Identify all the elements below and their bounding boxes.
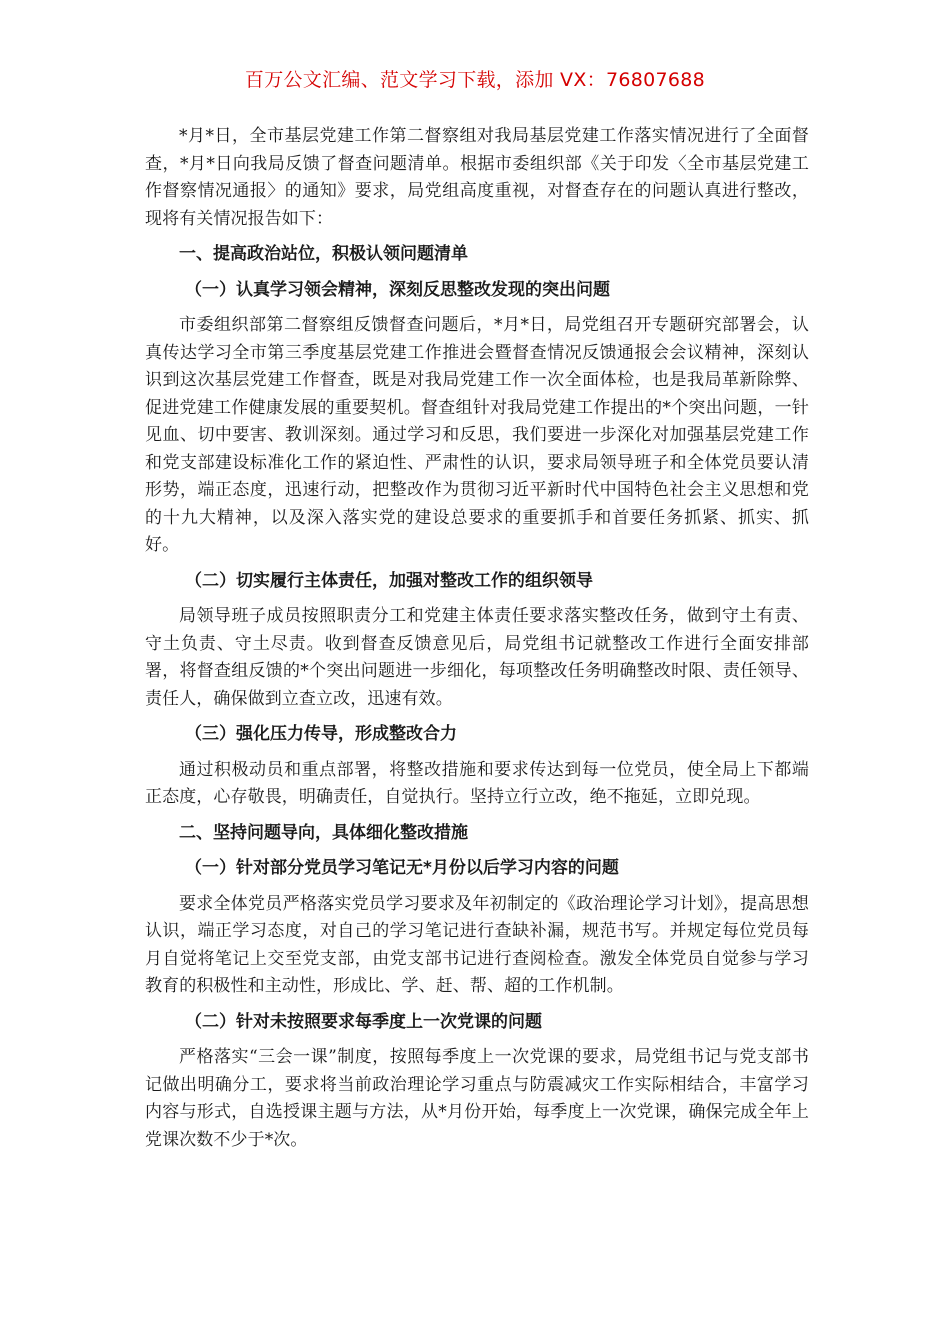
section-1-sub-2-heading: （二）切实履行主体责任，加强对整改工作的组织领导 [185,570,593,591]
section-1-heading: 一、提高政治站位，积极认领问题清单 [179,244,468,264]
section-1-sub-3-heading: （三）强化压力传导，形成整改合力 [185,724,457,744]
section-1-sub-1-paragraph: 市委组织部第二督察组反馈督查问题后，*月*日，局党组召开专题研究部署会，认真传达学习全市第三季度基层党建工作推进会暨督查情况反馈通报会会议精神，深刻认识到这次基层党建工作督查，既是对我局党建工作一次全面体检，也是我局革新除弊、促进党建工作健康发展的重要契机。督查组针对我局党建工作提出的*个突出问题，一针见血、切中要害、教训深刻。通过学习和反思，我们要进一步深化对加强基层党建工作和党支部建设标准化工作的紧迫性、严肃性的认识，要求局领导班子和全体党员要认清形势，端正态度，迅速行动，把整改作为贯彻习近平新时代中国特色社会主义思想和党的十九大精神，以及深入落实党的建设总要求的重要抓手和首要任务抓紧、抓实、抓好。 [145,315,809,555]
section-1-sub-1-heading: （一）认真学习领会精神，深刻反思整改发现的突出问题 [185,279,610,300]
section-2-sub-2-heading: （二）针对未按照要求每季度上一次党课的问题 [185,1011,542,1032]
section-2-sub-2-paragraph: 严格落实“三会一课”制度，按照每季度上一次党课的要求，局党组书记与党支部书记做出明确分工，要求将当前政治理论学习重点与防震减灾工作实际相结合，丰富学习内容与形式，自选授课主题与方法，从*月份开始，每季度上一次党课，确保完成全年上党课次数不少于*次。 [145,1047,809,1150]
watermark-header: 百万公文汇编、范文学习下载，添加 VX：76807688 [244,69,706,91]
section-2-heading: 二、坚持问题导向，具体细化整改措施 [179,822,468,843]
section-1-sub-3-paragraph: 通过积极动员和重点部署，将整改措施和要求传达到每一位党员，使全局上下都端正态度，心存敬畏，明确责任，自觉执行。坚持立行立改，绝不拖延，立即兑现。 [145,759,809,807]
intro-paragraph: *月*日，全市基层党建工作第二督察组对我局基层党建工作落实情况进行了全面督查，*月*日向我局反馈了督查问题清单。根据市委组织部《关于印发〈全市基层党建工作督察情况通报〉的通知》要求，局党组高度重视，对督查存在的问题认真进行整改，现将有关情况报告如下： [145,126,809,229]
section-2-sub-1-paragraph: 要求全体党员严格落实党员学习要求及年初制定的《政治理论学习计划》，提高思想认识，端正学习态度，对自己的学习笔记进行查缺补漏，规范书写。并规定每位党员每月自觉将笔记上交至党支部，由党支部书记进行查阅检查。激发全体党员自觉参与学习教育的积极性和主动性，形成比、学、赶、帮、超的工作机制。 [145,893,809,996]
section-1-sub-2-paragraph: 局领导班子成员按照职责分工和党建主体责任要求落实整改任务，做到守土有责、守土负责、守土尽责。收到督查反馈意见后，局党组书记就整改工作进行全面安排部署，将督查组反馈的*个突出问题进一步细化，每项整改任务明确整改时限、责任领导、责任人，确保做到立查立改，迅速有效。 [145,606,809,709]
section-2-sub-1-heading: （一）针对部分党员学习笔记无*月份以后学习内容的问题 [185,858,619,878]
document-body [145,123,809,1154]
